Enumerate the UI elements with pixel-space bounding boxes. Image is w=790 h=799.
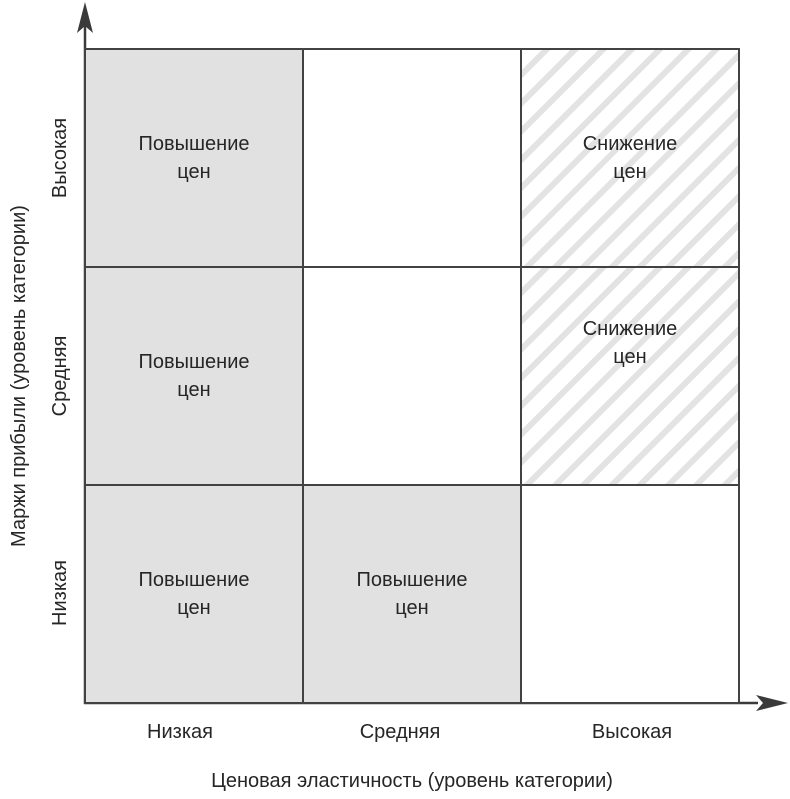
cell-label: Повышение цен <box>356 569 468 619</box>
cell-label: Повышение цен <box>138 351 250 401</box>
y-tick-medium: Средняя <box>49 335 71 417</box>
cell-margin-low-elasticity-low <box>86 486 302 702</box>
cell-margin-high-elasticity-high <box>522 50 738 266</box>
cell-margin-mid-elasticity-high <box>522 268 738 484</box>
y-axis-title: Маржи прибыли (уровень категории) <box>8 205 30 547</box>
cell-margin-mid-elasticity-mid <box>304 268 520 484</box>
y-axis-arrow-icon <box>77 2 93 33</box>
cell-label: Снижение цен <box>582 318 678 368</box>
cell-margin-high-elasticity-low <box>86 50 302 266</box>
y-tick-high: Высокая <box>49 117 71 199</box>
cell-margin-low-elasticity-mid <box>304 486 520 702</box>
matrix-grid <box>84 48 740 704</box>
cell-label: Повышение цен <box>138 133 250 183</box>
cell-label: Снижение цен <box>582 133 678 183</box>
x-axis-title: Ценовая эластичность (уровень категории) <box>211 770 613 792</box>
cell-margin-high-elasticity-mid <box>304 50 520 266</box>
x-axis-arrow-icon <box>756 695 788 711</box>
x-tick-medium: Средняя <box>359 721 441 743</box>
y-tick-low: Низкая <box>49 560 71 626</box>
cell-margin-mid-elasticity-low <box>86 268 302 484</box>
x-tick-high: Высокая <box>591 721 673 743</box>
cell-margin-low-elasticity-high <box>522 486 738 702</box>
x-tick-low: Низкая <box>147 721 213 743</box>
cell-label: Повышение цен <box>138 569 250 619</box>
